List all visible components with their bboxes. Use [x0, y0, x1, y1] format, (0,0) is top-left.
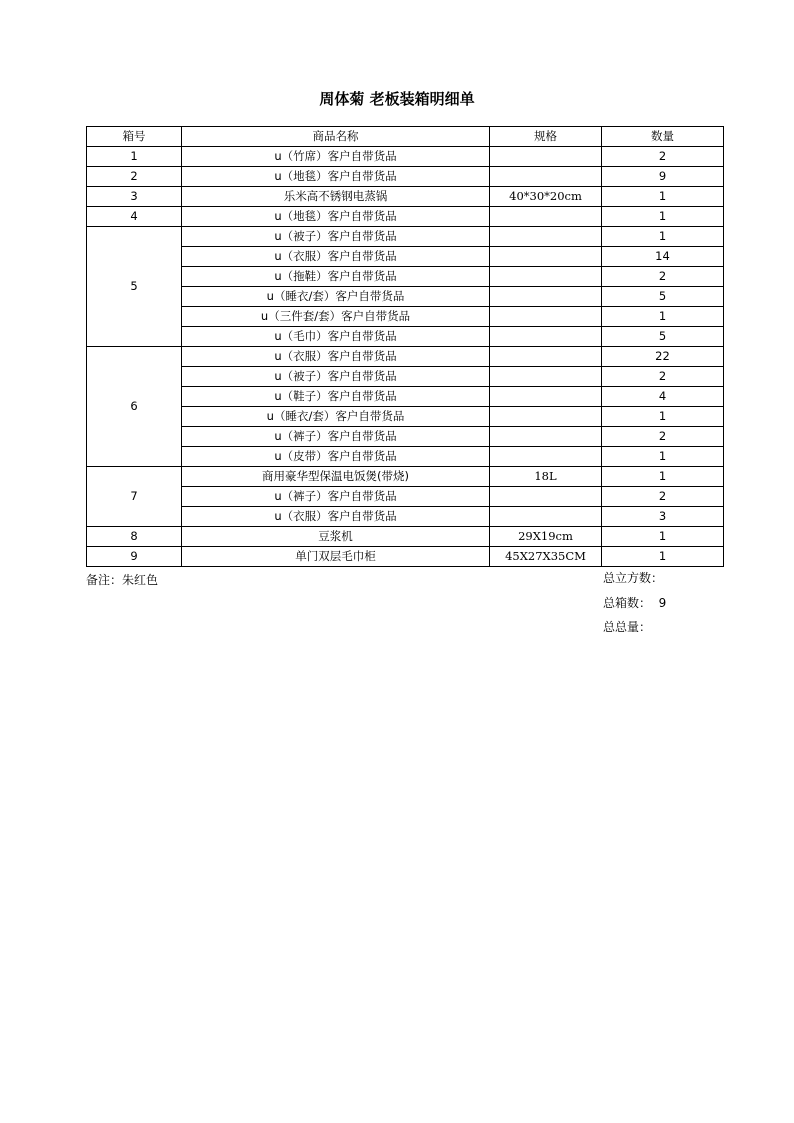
packing-list-table — [86, 126, 724, 567]
cell-quantity: 5 — [602, 327, 724, 347]
cell-product-name: u（皮带）客户自带货品 — [182, 447, 490, 467]
cell-spec — [490, 267, 602, 287]
cell-spec — [490, 227, 602, 247]
cell-product-name: 商用豪华型保温电饭煲(带烧) — [182, 467, 490, 487]
table-row — [87, 267, 724, 287]
cell-quantity: 2 — [602, 267, 724, 287]
cell-product-name: u（睡衣/套）客户自带货品 — [182, 287, 490, 307]
cell-quantity: 1 — [602, 187, 724, 207]
cell-quantity: 2 — [602, 427, 724, 447]
table-row — [87, 307, 724, 327]
table-row — [87, 367, 724, 387]
cell-spec — [490, 367, 602, 387]
cell-spec — [490, 407, 602, 427]
cell-spec — [490, 307, 602, 327]
cell-quantity: 2 — [602, 487, 724, 507]
header-spec: 规格 — [490, 127, 602, 147]
cell-box-no: 6 — [87, 347, 182, 467]
cell-quantity: 14 — [602, 247, 724, 267]
cell-box-no: 3 — [87, 187, 182, 207]
cell-spec — [490, 447, 602, 467]
cell-spec — [490, 287, 602, 307]
cell-product-name: u（裤子）客户自带货品 — [182, 487, 490, 507]
cell-product-name: u（衣服）客户自带货品 — [182, 347, 490, 367]
cell-spec — [490, 347, 602, 367]
cell-product-name: u（裤子）客户自带货品 — [182, 427, 490, 447]
cell-quantity: 1 — [602, 407, 724, 427]
cell-product-name: 乐米高不锈钢电蒸锅 — [182, 187, 490, 207]
cell-quantity: 22 — [602, 347, 724, 367]
cell-spec: 45X27X35CM — [490, 547, 602, 567]
total-volume: 总立方数： — [603, 571, 664, 585]
cell-quantity: 9 — [602, 167, 724, 187]
cell-quantity: 1 — [602, 467, 724, 487]
cell-box-no: 2 — [87, 167, 182, 187]
remark-note: 备注：朱红色 — [86, 573, 159, 587]
table-row — [87, 207, 724, 227]
table-row — [87, 347, 724, 367]
table-row — [87, 247, 724, 267]
cell-box-no: 4 — [87, 207, 182, 227]
cell-box-no: 1 — [87, 147, 182, 167]
cell-spec: 18L — [490, 467, 602, 487]
cell-product-name: u（竹席）客户自带货品 — [182, 147, 490, 167]
cell-quantity: 1 — [602, 547, 724, 567]
total-weight: 总总量： — [603, 620, 652, 634]
cell-product-name: u（被子）客户自带货品 — [182, 227, 490, 247]
header-box-no: 箱号 — [87, 127, 182, 147]
cell-product-name: u（睡衣/套）客户自带货品 — [182, 407, 490, 427]
table-row — [87, 527, 724, 547]
table-row — [87, 227, 724, 247]
cell-box-no: 9 — [87, 547, 182, 567]
cell-product-name: u（被子）客户自带货品 — [182, 367, 490, 387]
cell-product-name: u（三件套/套）客户自带货品 — [182, 307, 490, 327]
cell-product-name: u（衣服）客户自带货品 — [182, 247, 490, 267]
cell-spec: 40*30*20cm — [490, 187, 602, 207]
cell-spec — [490, 387, 602, 407]
cell-product-name: 单门双层毛巾柜 — [182, 547, 490, 567]
cell-spec — [490, 327, 602, 347]
cell-spec — [490, 147, 602, 167]
cell-spec — [490, 167, 602, 187]
cell-spec — [490, 207, 602, 227]
table-row — [87, 487, 724, 507]
cell-product-name: u（地毯）客户自带货品 — [182, 167, 490, 187]
cell-product-name: u（拖鞋）客户自带货品 — [182, 267, 490, 287]
cell-quantity: 1 — [602, 227, 724, 247]
table-row — [87, 407, 724, 427]
table-row — [87, 167, 724, 187]
header-quantity: 数量 — [602, 127, 724, 147]
cell-spec — [490, 487, 602, 507]
cell-spec — [490, 427, 602, 447]
table-row — [87, 447, 724, 467]
cell-quantity: 1 — [602, 207, 724, 227]
document-title: 周体菊 老板装箱明细单 — [319, 90, 475, 108]
table-row — [87, 547, 724, 567]
cell-product-name: u（毛巾）客户自带货品 — [182, 327, 490, 347]
cell-quantity: 1 — [602, 307, 724, 327]
cell-quantity: 5 — [602, 287, 724, 307]
table-header-row — [87, 127, 724, 147]
cell-product-name: u（地毯）客户自带货品 — [182, 207, 490, 227]
table-row — [87, 147, 724, 167]
table-row — [87, 427, 724, 447]
table-row — [87, 387, 724, 407]
total-boxes: 总箱数： 9 — [603, 596, 667, 610]
cell-quantity: 1 — [602, 447, 724, 467]
header-product-name: 商品名称 — [182, 127, 490, 147]
cell-quantity: 2 — [602, 367, 724, 387]
cell-quantity: 2 — [602, 147, 724, 167]
cell-spec: 29X19cm — [490, 527, 602, 547]
cell-quantity: 4 — [602, 387, 724, 407]
cell-product-name: 豆浆机 — [182, 527, 490, 547]
cell-product-name: u（衣服）客户自带货品 — [182, 507, 490, 527]
cell-box-no: 7 — [87, 467, 182, 527]
cell-spec — [490, 247, 602, 267]
table-row — [87, 187, 724, 207]
cell-product-name: u（鞋子）客户自带货品 — [182, 387, 490, 407]
table-body — [87, 147, 724, 567]
cell-spec — [490, 507, 602, 527]
cell-box-no: 8 — [87, 527, 182, 547]
table-row — [87, 507, 724, 527]
table-row — [87, 287, 724, 307]
cell-box-no: 5 — [87, 227, 182, 347]
cell-quantity: 1 — [602, 527, 724, 547]
table-row — [87, 467, 724, 487]
cell-quantity: 3 — [602, 507, 724, 527]
table-row — [87, 327, 724, 347]
